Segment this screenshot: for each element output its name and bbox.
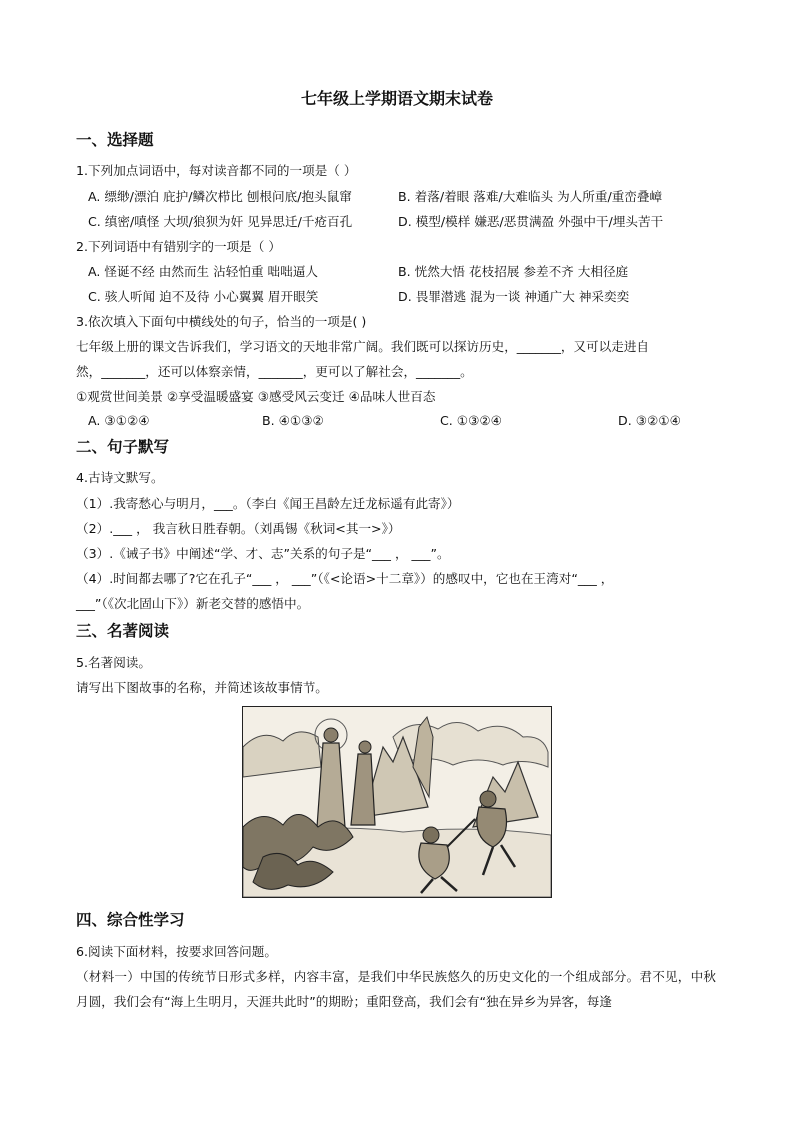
- section-heading-dictation: 二、句子默写: [76, 438, 170, 456]
- q1-option-b: B. 着落/着眼 落难/大难临头 为人所重/重峦叠嶂: [398, 189, 663, 204]
- q4-stem: 4.古诗文默写。: [76, 470, 164, 485]
- q4-line-4: （4）.时间都去哪了?它在孔子“___ ， ___”（《<论语>十二章》）的感叹中，它也在王湾对“___ ，: [76, 571, 614, 586]
- q5-stem: 5.名著阅读。: [76, 655, 151, 670]
- q3-stem: 3.依次填入下面句中横线处的句子，恰当的一项是( ): [76, 314, 367, 329]
- q5-prompt: 请写出下图故事的名称，并简述该故事情节。: [76, 680, 328, 695]
- section-heading-classics: 三、名著阅读: [76, 622, 170, 640]
- q2-stem: 2.下列词语中有错别字的一项是（ ）: [76, 239, 281, 254]
- story-illustration: [242, 706, 552, 898]
- q3-option-a: A. ③①②④: [88, 413, 150, 428]
- q2-option-d: D. 畏罪潜逃 混为一谈 神通广大 神采奕奕: [398, 289, 630, 304]
- q4-line-2: （2）.___ ， 我言秋日胜春朝。（刘禹锡《秋词<其一>》）: [76, 521, 401, 536]
- q3-option-c: C. ①③②④: [440, 413, 502, 428]
- q4-line-1: （1）.我寄愁心与明月，___。（李白《闻王昌龄左迁龙标遥有此寄》）: [76, 496, 460, 511]
- page-title: 七年级上学期语文期末试卷: [300, 89, 493, 108]
- q4-line-5: ___”（《次北固山下》）新老交替的感悟中。: [76, 596, 310, 611]
- q3-text-line2: 然，_______，还可以体察亲情，_______，更可以了解社会，_______。: [76, 364, 473, 379]
- q3-items: ①观赏世间美景 ②享受温暖盛宴 ③感受风云变迁 ④品味人世百态: [76, 389, 436, 404]
- q3-text-line1: 七年级上册的课文告诉我们，学习语文的天地非常广阔。我们既可以探访历史，_______，又可以走进自: [76, 339, 650, 354]
- q6-stem: 6.阅读下面材料，按要求回答问题。: [76, 944, 277, 959]
- ink-drawing-image: [243, 707, 551, 897]
- q4-line-3: （3）.《诫子书》中阐述“学、才、志”关系的句子是“___ ， ___”。: [76, 546, 450, 561]
- section-heading-comprehensive: 四、综合性学习: [76, 911, 185, 929]
- q3-option-b: B. ④①③②: [262, 413, 324, 428]
- q6-material-paragraph: （材料一）中国的传统节日形式多样，内容丰富，是我们中华民族悠久的历史文化的一个组成部分。君不见，中秋月圆，我们会有“海上生明月，天涯共此时”的期盼；重阳登高，我们会有“独在异乡为异客，每逢: [76, 969, 716, 1009]
- q2-option-a: A. 怪诞不经 由然而生 沾轻怕重 咄咄逼人: [88, 264, 318, 279]
- q1-option-a: A. 缥缈/漂泊 庇护/鳞次栉比 刨根问底/抱头鼠窜: [88, 189, 352, 204]
- q1-option-c: C. 缜密/嗔怪 大坝/狼狈为奸 见异思迁/千疮百孔: [88, 214, 353, 229]
- q2-option-c: C. 骇人听闻 迫不及待 小心翼翼 眉开眼笑: [88, 289, 319, 304]
- q1-option-d: D. 模型/模样 嫌恶/恶贯满盈 外强中干/埋头苦干: [398, 214, 664, 229]
- q3-option-d: D. ③②①④: [618, 413, 681, 428]
- q2-option-b: B. 恍然大悟 花枝招展 参差不齐 大相径庭: [398, 264, 629, 279]
- q1-stem: 1.下列加点词语中，每对读音都不同的一项是（ ）: [76, 163, 357, 178]
- section-heading-choice: 一、选择题: [76, 131, 154, 149]
